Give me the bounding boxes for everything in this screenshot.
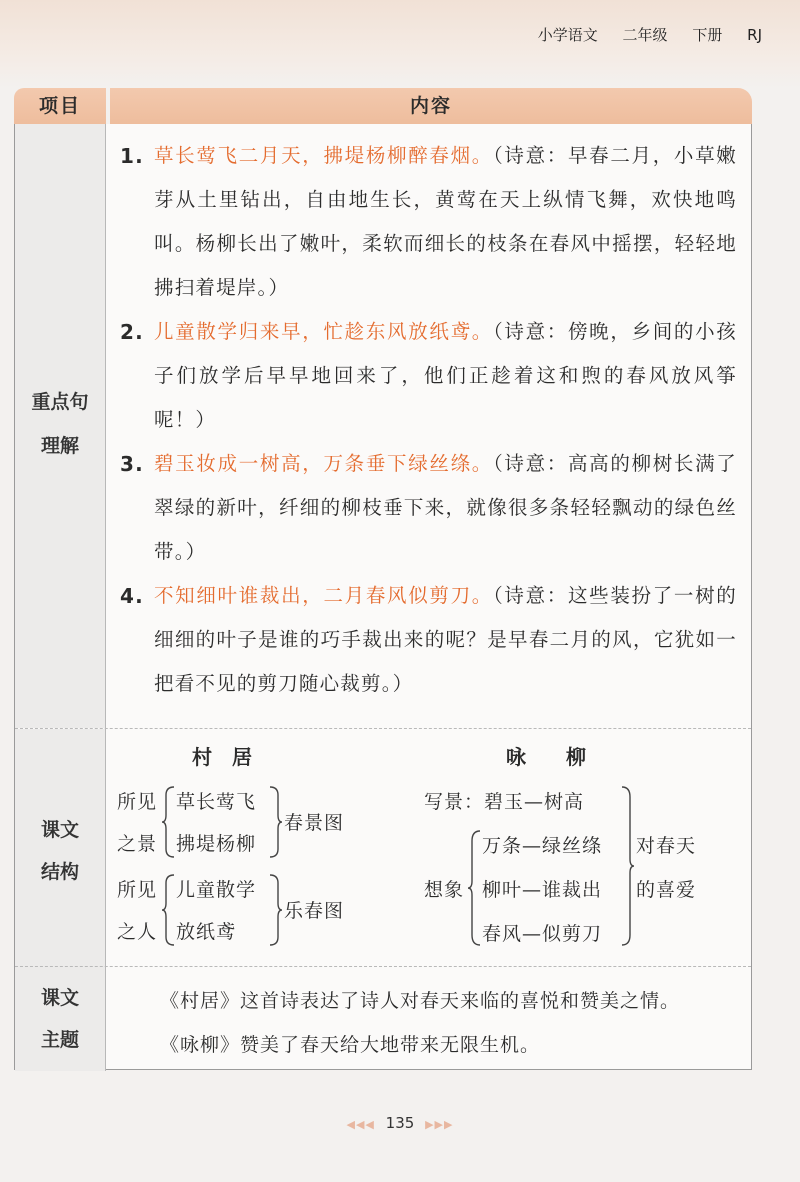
sentence-item — [120, 442, 737, 574]
group-label: 之人 — [117, 921, 158, 943]
volume-label: 下册 — [692, 26, 723, 44]
row-label — [15, 124, 106, 728]
sentence-item — [120, 310, 737, 442]
sentence-list — [106, 124, 751, 738]
row-label — [15, 967, 106, 1071]
verse-meaning: （诗意：早春二月，小草嫩芽从土里钻出，自由地生长，黄莺在天上纵情飞舞，欢快地鸣叫。杨柳长出了嫩叶，柔软而细长的枝条在春风中摇摆，轻轻地拂扫着堤岸。） — [154, 144, 738, 299]
edition-label: RJ — [747, 26, 762, 44]
result-label: 对春天 — [636, 835, 697, 857]
sentence-item — [120, 134, 737, 310]
item-number: 3. — [120, 452, 144, 476]
book-info — [524, 24, 762, 45]
verse-text: 儿童散学归来早，忙趁东风放纸鸢。 — [154, 320, 493, 343]
result-label: 春景图 — [284, 812, 345, 834]
label-line: 结构 — [40, 861, 79, 883]
verse-meaning: （诗意：高高的柳树长满了翠绿的新叶，纤细的柳枝垂下来，就像很多条轻轻飘动的绿色丝带。） — [154, 452, 738, 563]
verse-text: 碧玉妆成一树高，万条垂下绿丝绦。 — [154, 452, 493, 475]
page-footer — [0, 1114, 800, 1132]
row-label — [15, 729, 106, 967]
row-theme — [15, 966, 751, 1071]
label-line: 课文 — [40, 819, 79, 841]
sentence-item — [120, 574, 737, 706]
verse-meaning: （诗意：这些装扮了一树的细细的叶子是谁的巧手裁出来的呢？是早春二月的风，它犹如一把看不见的剪刀随心裁剪。） — [154, 584, 738, 695]
left-brace — [162, 873, 176, 947]
result-label: 的喜爱 — [636, 879, 697, 901]
item-number: 4. — [120, 584, 144, 608]
left-brace — [468, 829, 482, 947]
verse-text: 不知细叶谁裁出，二月春风似剪刀。 — [154, 584, 493, 607]
imagine-label: 想象 — [424, 879, 465, 901]
right-brace — [620, 785, 634, 947]
group-label: 之景 — [117, 833, 158, 855]
left-brace — [162, 785, 176, 859]
summary-table — [14, 124, 752, 1070]
row-key-sentences — [15, 124, 751, 728]
label-line: 理解 — [40, 435, 79, 457]
item-number: 2. — [120, 320, 144, 344]
verse-meaning: （诗意：傍晚，乡间的小孩子们放学后早早地回来了，他们正趁着这和煦的春风放风筝呢！） — [154, 320, 738, 431]
page-number: 135 — [385, 1114, 415, 1132]
scene-line: 写景：碧玉—树高 — [424, 791, 585, 813]
theme-text — [106, 967, 751, 1083]
imagine-item: 万条—绿丝绦 — [482, 835, 603, 857]
structure-diagram — [106, 729, 800, 967]
result-label: 乐春图 — [284, 900, 345, 922]
column-header-content: 内容 — [110, 88, 752, 124]
row-structure — [15, 728, 751, 967]
scene-item: 草长莺飞 — [176, 791, 257, 813]
scene-item: 拂堤杨柳 — [176, 833, 257, 855]
imagine-item: 柳叶—谁裁出 — [482, 879, 603, 901]
scene-item: 放纸鸢 — [176, 921, 237, 943]
group-label: 所见 — [117, 879, 158, 901]
table-header — [14, 88, 752, 124]
scene-item: 儿童散学 — [176, 879, 257, 901]
group-label: 所见 — [117, 791, 158, 813]
left-arrows-icon: ◀◀◀ — [346, 1118, 375, 1131]
verse-text: 草长莺飞二月天，拂堤杨柳醉春烟。 — [154, 144, 493, 167]
poem-title-cunju: 村 居 — [192, 745, 252, 769]
item-number: 1. — [120, 144, 144, 168]
right-arrows-icon: ▶▶▶ — [425, 1118, 454, 1131]
imagine-item: 春风—似剪刀 — [482, 923, 603, 945]
label-line: 重点句 — [31, 391, 89, 413]
grade-label: 二年级 — [622, 26, 668, 44]
theme-line: 《村居》这首诗表达了诗人对春天来临的喜悦和赞美之情。 — [160, 990, 681, 1012]
column-header-item: 项目 — [14, 88, 106, 124]
right-brace — [268, 785, 282, 859]
poem-title-yongliu: 咏 柳 — [506, 745, 586, 769]
right-brace — [268, 873, 282, 947]
label-line: 主题 — [40, 1029, 79, 1051]
subject-label: 小学语文 — [537, 26, 598, 44]
theme-line: 《咏柳》赞美了春天给大地带来无限生机。 — [160, 1034, 541, 1056]
label-line: 课文 — [40, 987, 79, 1009]
